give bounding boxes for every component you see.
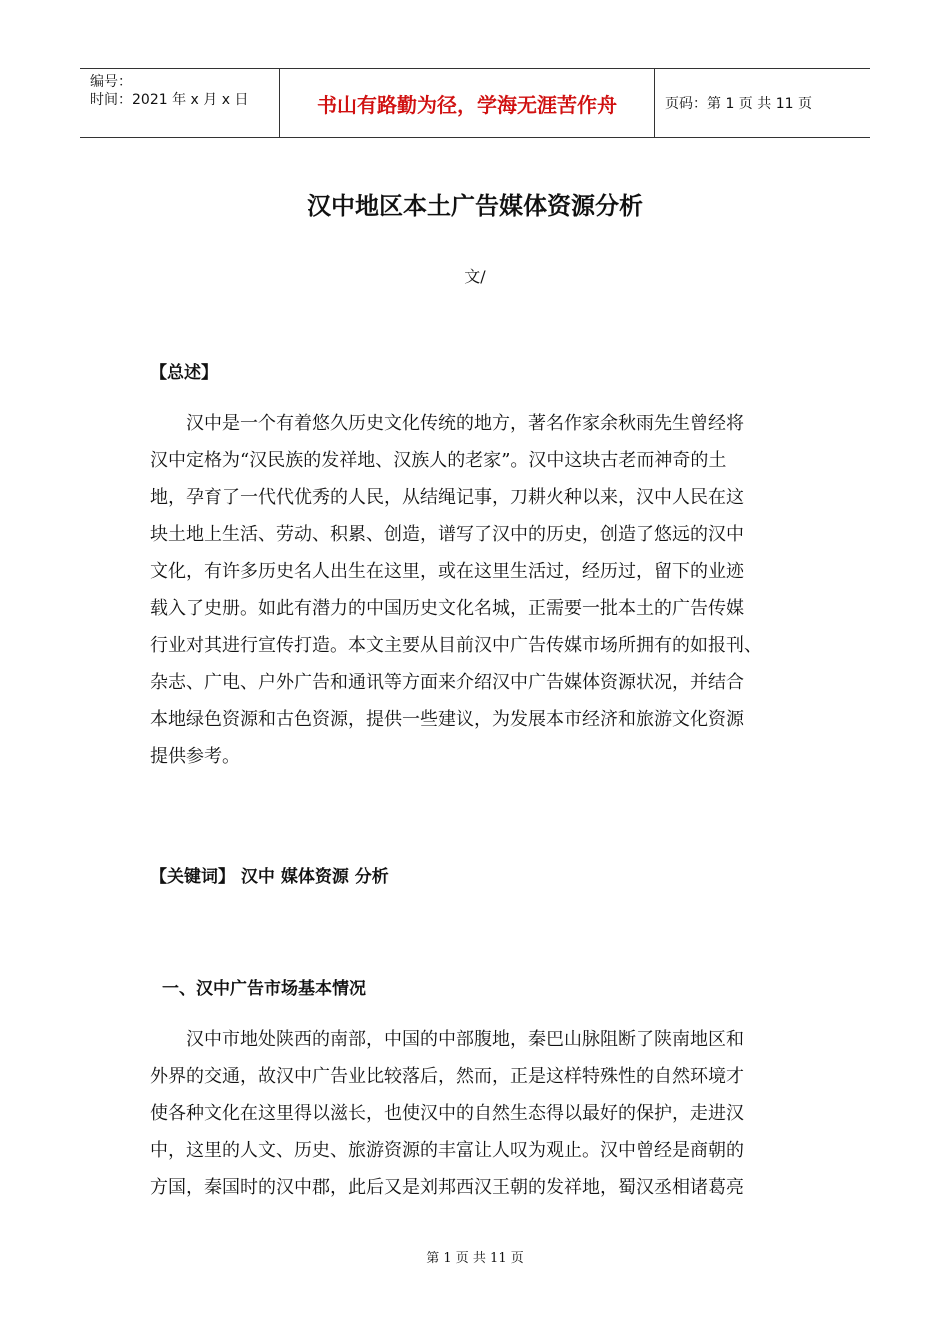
paragraph-line: 本地绿色资源和古色资源，提供一些建议，为发展本市经济和旅游文化资源 [150,709,744,730]
paragraph-line: 汉中市地处陕西的南部，中国的中部腹地，秦巴山脉阻断了陕南地区和 [186,1029,744,1050]
time-label: 时间：2021 年 x 月 x 日 [90,92,249,108]
header-meta-cell [80,69,280,137]
byline: 文/ [464,267,486,286]
paragraph-line: 块土地上生活、劳动、积累、创造，谱写了汉中的历史，创造了悠远的汉中 [150,524,744,545]
paragraph-line: 杂志、广电、户外广告和通讯等方面来介绍汉中广告媒体资源状况，并结合 [150,672,744,693]
summary-paragraph [150,405,790,775]
paragraph-line: 行业对其进行宣传打造。本文主要从目前汉中广告传媒市场所拥有的如报刊、 [150,635,762,656]
section1-paragraph [150,1021,790,1206]
number-label: 编号： [90,74,132,90]
paragraph-line: 中，这里的人文、历史、旅游资源的丰富让人叹为观止。汉中曾经是商朝的 [150,1140,744,1161]
paragraph-line: 使各种文化在这里得以滋长，也使汉中的自然生态得以最好的保护，走进汉 [150,1103,744,1124]
keywords-line: 【关键词】 汉中 媒体资源 分析 [150,867,389,887]
page-footer: 第 1 页 共 11 页 [426,1251,524,1266]
paragraph-line: 外界的交通，故汉中广告业比较落后，然而，正是这样特殊性的自然环境才 [150,1066,744,1087]
paragraph-line: 文化，有许多历史名人出生在这里，或在这里生活过，经历过，留下的业迹 [150,561,744,582]
paragraph-line: 汉中是一个有着悠久历史文化传统的地方，著名作家余秋雨先生曾经将 [186,413,744,434]
summary-label: 【总述】 [150,363,218,383]
header-page-info: 页码：第 1 页 共 11 页 [665,96,812,112]
paragraph-line: 载入了史册。如此有潜力的中国历史文化名城，正需要一批本土的广告传媒 [150,598,744,619]
section1-heading: 一、汉中广告市场基本情况 [162,979,366,999]
header-motto: 书山有路勤为径，学海无涯苦作舟 [280,69,655,137]
paragraph-line: 提供参考。 [150,746,240,767]
paragraph-line: 地，孕育了一代代优秀的人民，从结绳记事，刀耕火种以来，汉中人民在这 [150,487,744,508]
document-header [80,68,870,138]
paragraph-line: 汉中定格为“汉民族的发祥地、汉族人的老家”。汉中这块古老而神奇的土 [150,450,727,471]
paragraph-line: 方国，秦国时的汉中郡，此后又是刘邦西汉王朝的发祥地，蜀汉丞相诸葛亮 [150,1177,744,1198]
document-title: 汉中地区本土广告媒体资源分析 [307,192,643,220]
